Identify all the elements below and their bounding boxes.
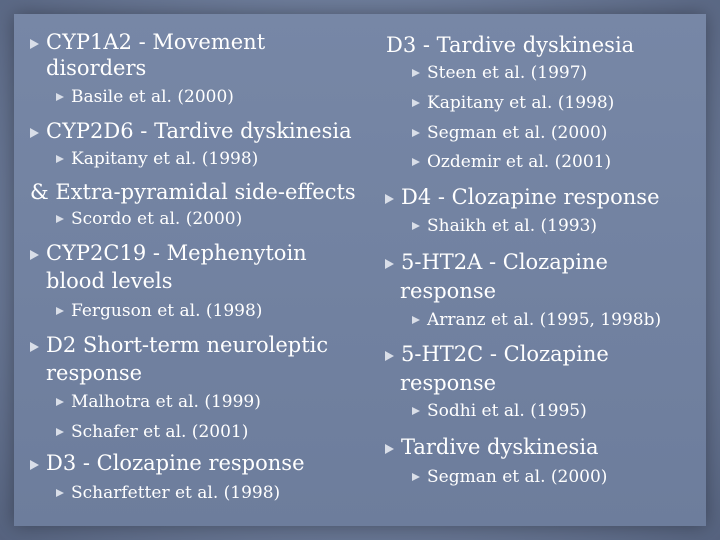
subbullet-schafer xyxy=(56,423,248,443)
subbullet-ozdemir xyxy=(412,153,611,173)
bullet-arrow-icon xyxy=(412,97,424,108)
subbullet-text: Kapitany et al. (1998) xyxy=(71,149,259,169)
bullet-arrow-icon xyxy=(56,305,68,316)
bullet-5ht2c-continued xyxy=(400,371,496,395)
subbullet-text: Ozdemir et al. (2001) xyxy=(427,152,612,172)
subbullet-segman-d3 xyxy=(412,124,607,144)
subbullet-text: Shaikh et al. (1993) xyxy=(427,216,598,236)
subbullet-segman-td xyxy=(412,468,607,488)
bullet-arrow-icon xyxy=(30,126,43,138)
bullet-text: 5-HT2A - Clozapine xyxy=(401,250,608,274)
subbullet-scharfetter xyxy=(56,484,280,504)
bullet-arrow-icon xyxy=(412,156,424,167)
subbullet-text: Kapitany et al. (1998) xyxy=(427,93,615,113)
bullet-text: disorders xyxy=(46,56,147,80)
bullet-cyp2c19-continued xyxy=(46,269,173,293)
heading-d3-tardive xyxy=(386,33,634,57)
subbullet-text: Segman et al. (2000) xyxy=(427,467,608,487)
bullet-d2 xyxy=(30,333,328,357)
bullet-arrow-icon xyxy=(385,192,398,204)
bullet-5ht2c xyxy=(385,342,609,366)
subbullet-text: Steen et al. (1997) xyxy=(427,63,588,83)
subbullet-text: Scharfetter et al. (1998) xyxy=(71,483,281,503)
bullet-text: response xyxy=(400,279,497,303)
subbullet-text: Schafer et al. (2001) xyxy=(71,422,249,442)
subbullet-steen xyxy=(412,64,587,84)
bullet-arrow-icon xyxy=(412,67,424,78)
bullet-text: CYP2C19 - Mephenytoin xyxy=(46,241,307,265)
bullet-eps xyxy=(30,180,356,204)
bullet-arrow-icon xyxy=(385,257,398,269)
subbullet-text: Sodhi et al. (1995) xyxy=(427,401,587,421)
bullet-arrow-icon xyxy=(412,471,424,482)
subbullet-kapitany-left xyxy=(56,150,258,170)
bullet-tardive xyxy=(385,435,599,459)
bullet-arrow-icon xyxy=(30,37,43,49)
bullet-text: D4 - Clozapine response xyxy=(401,185,660,209)
bullet-text: CYP2D6 - Tardive dyskinesia xyxy=(46,119,352,143)
bullet-text: D2 Short-term neuroleptic xyxy=(46,333,329,357)
subbullet-text: Arranz et al. (1995, 1998b) xyxy=(427,310,662,330)
bullet-arrow-icon xyxy=(56,426,68,437)
subbullet-text: Malhotra et al. (1999) xyxy=(71,392,261,412)
bullet-text: response xyxy=(400,371,497,395)
bullet-arrow-icon xyxy=(412,405,424,416)
bullet-text: 5-HT2C - Clozapine xyxy=(401,342,609,366)
bullet-text: D3 - Tardive dyskinesia xyxy=(386,33,635,57)
bullet-arrow-icon xyxy=(412,220,424,231)
subbullet-sodhi xyxy=(412,402,587,422)
bullet-text: & Extra-pyramidal side-effects xyxy=(30,180,356,204)
bullet-cyp2d6 xyxy=(30,119,352,143)
bullet-arrow-icon xyxy=(56,396,68,407)
subbullet-text: Basile et al. (2000) xyxy=(71,87,234,107)
bullet-arrow-icon xyxy=(56,91,68,102)
bullet-5ht2a xyxy=(385,250,608,274)
bullet-d4 xyxy=(385,185,660,209)
bullet-d2-continued xyxy=(46,361,142,385)
bullet-arrow-icon xyxy=(56,213,68,224)
subbullet-arranz xyxy=(412,311,661,331)
bullet-arrow-icon xyxy=(385,349,398,361)
bullet-arrow-icon xyxy=(56,487,68,498)
bullet-arrow-icon xyxy=(30,458,43,470)
bullet-cyp2c19 xyxy=(30,241,307,265)
subbullet-scordo xyxy=(56,210,242,230)
subbullet-malhotra xyxy=(56,393,261,413)
subbullet-text: Segman et al. (2000) xyxy=(427,123,608,143)
bullet-text: D3 - Clozapine response xyxy=(46,451,305,475)
bullet-text: response xyxy=(46,361,143,385)
bullet-d3-clozapine xyxy=(30,451,305,475)
bullet-arrow-icon xyxy=(385,442,398,454)
bullet-text: blood levels xyxy=(46,269,173,293)
subbullet-shaikh xyxy=(412,217,597,237)
bullet-arrow-icon xyxy=(30,340,43,352)
bullet-arrow-icon xyxy=(30,248,43,260)
bullet-text: CYP1A2 - Movement xyxy=(46,30,266,54)
subbullet-ferguson xyxy=(56,302,262,322)
subbullet-text: Ferguson et al. (1998) xyxy=(71,301,263,321)
bullet-cyp1a2-continued xyxy=(46,56,146,80)
subbullet-kapitany-right xyxy=(412,94,614,114)
bullet-cyp1a2 xyxy=(30,30,265,54)
bullet-5ht2a-continued xyxy=(400,279,496,303)
bullet-text: Tardive dyskinesia xyxy=(401,435,599,459)
bullet-arrow-icon xyxy=(412,127,424,138)
bullet-arrow-icon xyxy=(412,314,424,325)
subbullet-basile xyxy=(56,88,234,108)
subbullet-text: Scordo et al. (2000) xyxy=(71,209,243,229)
bullet-arrow-icon xyxy=(56,153,68,164)
